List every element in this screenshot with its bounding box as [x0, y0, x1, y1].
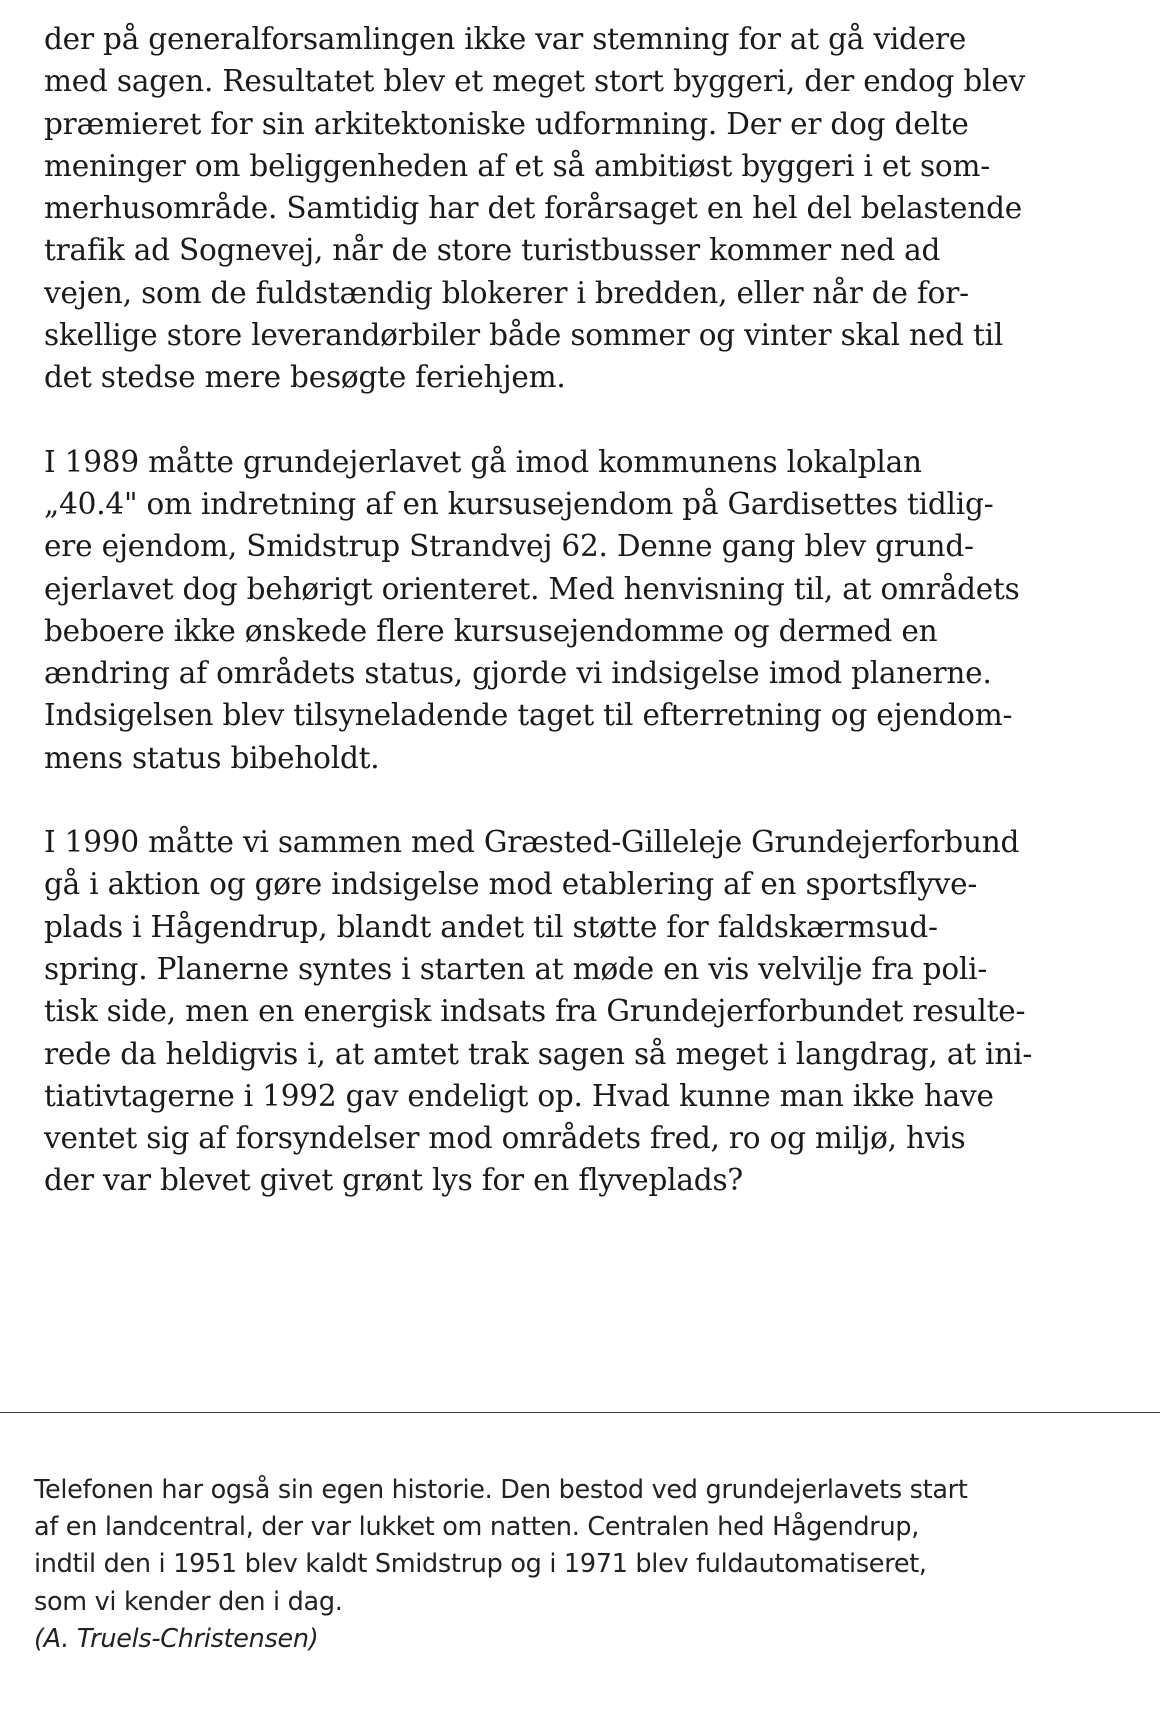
paragraph-3: [44, 821, 1114, 1202]
text-line: der var blevet givet grønt lys for en flyveplads?: [44, 1163, 744, 1198]
footnote-line: som vi kender den i dag.: [34, 1586, 343, 1617]
footnote-author: (A. Truels-Christensen): [34, 1623, 319, 1654]
text-line: trafik ad Sognevej, når de store turistbusser kommer ned ad: [44, 233, 941, 268]
text-line: ventet sig af forsyndelser mod områdets fred, ro og miljø, hvis: [44, 1121, 966, 1156]
text-line: vejen, som de fuldstændig blokerer i bredden, eller når de for-: [44, 275, 969, 310]
text-line: I 1990 måtte vi sammen med Græsted-Gilleleje Grundejerforbund: [44, 825, 1020, 860]
text-line: merhusområde. Samtidig har det forårsaget en hel del belastende: [44, 191, 1023, 226]
main-text: [44, 18, 1114, 1244]
footnote-divider: [0, 1412, 1160, 1413]
footnote-line: indtil den i 1951 blev kaldt Smidstrup og i 1971 blev fuldautomatiseret,: [34, 1549, 927, 1580]
text-line: skellige store leverandørbiler både sommer og vinter skal ned til: [44, 318, 1004, 353]
text-line: mens status bibeholdt.: [44, 740, 380, 775]
text-line: gå i aktion og gøre indsigelse mod etablering af en sportsflyve-: [44, 867, 978, 902]
footnote-line: Telefonen har også sin egen historie. Den bestod ved grundejerlavets start: [34, 1475, 968, 1505]
text-line: der på generalforsamlingen ikke var stemning for at gå videre: [44, 22, 967, 56]
text-line: tiativtagerne i 1992 gav endeligt op. Hvad kunne man ikke have: [44, 1078, 994, 1113]
text-line: ejerlavet dog behørigt orienteret. Med henvisning til, at områdets: [44, 571, 1020, 606]
paragraph-2: [44, 441, 1114, 779]
text-line: præmieret for sin arkitektoniske udformning. Der er dog delte: [44, 106, 969, 141]
text-line: med sagen. Resultatet blev et meget stort byggeri, der endog blev: [44, 64, 1026, 99]
footnote: [34, 1472, 1134, 1658]
text-line: beboere ikke ønskede flere kursusejendomme og dermed en: [44, 613, 938, 648]
text-line: meninger om beliggenheden af et så ambitiøst byggeri i et som-: [44, 148, 991, 183]
footnote-line: af en landcentral, der var lukket om natten. Centralen hed Hågendrup,: [34, 1512, 920, 1543]
text-line: plads i Hågendrup, blandt andet til støtte for faldskærmsud-: [44, 909, 938, 944]
text-line: rede da heldigvis i, at amtet trak sagen så meget i langdrag, at ini-: [44, 1036, 1033, 1071]
text-line: ændring af områdets status, gjorde vi indsigelse imod planerne.: [44, 656, 992, 691]
text-line: Indsigelsen blev tilsyneladende taget til efterretning og ejendom-: [44, 698, 1013, 733]
text-line: „40.4" om indretning af en kursusejendom på Gardisettes tidlig-: [44, 486, 994, 521]
text-line: spring. Planerne syntes i starten at møde en vis velvilje fra poli-: [44, 951, 988, 986]
text-line: ere ejendom, Smidstrup Strandvej 62. Denne gang blev grund-: [44, 529, 974, 564]
text-line: I 1989 måtte grundejerlavet gå imod kommunens lokalplan: [44, 444, 922, 479]
text-line: det stedse mere besøgte feriehjem.: [44, 360, 566, 395]
paragraph-1: [44, 18, 1114, 399]
text-line: tisk side, men en energisk indsats fra Grundejerforbundet resulte-: [44, 994, 1026, 1029]
